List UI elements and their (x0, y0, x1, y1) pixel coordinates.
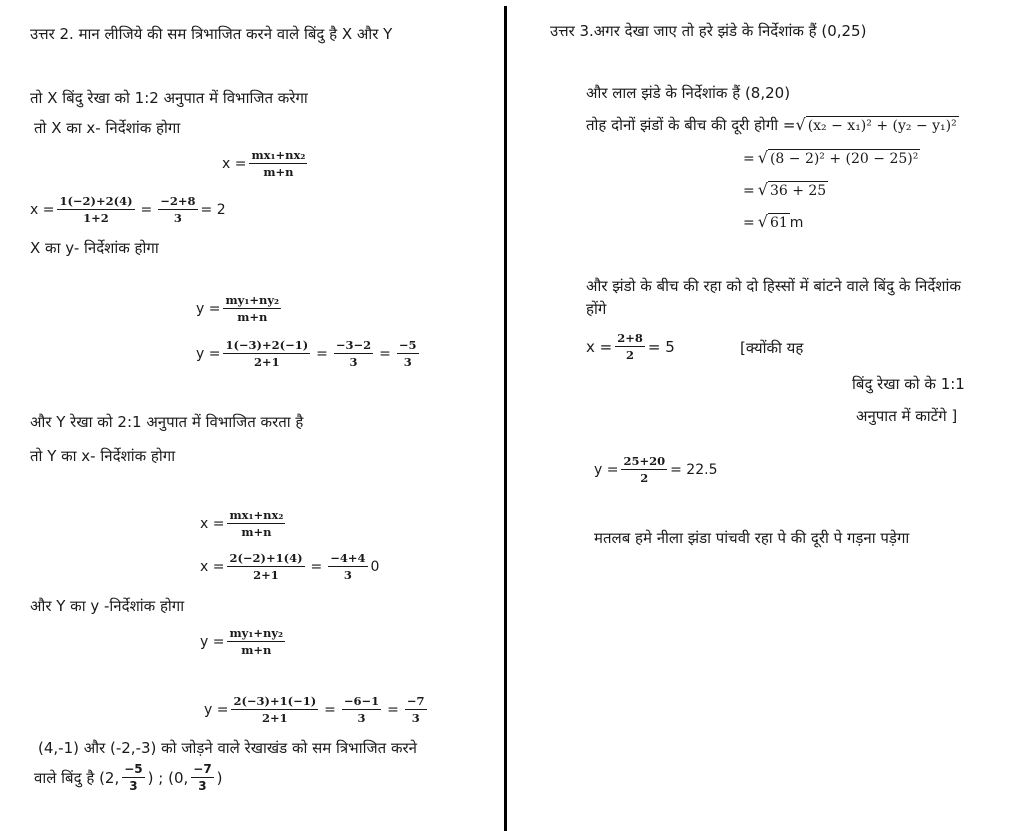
q3-heading: उत्तर 3.अगर देखा जाए तो हरे झंडे के निर्देशांक हैं (0,25) (550, 22, 867, 40)
calc-x-of-Y: x = $\frac{2(-2)+1(4)}{2+1}$ = $\frac{-4+4}{3}$ 0 (200, 551, 380, 582)
conclusion-line-2: वाले बिंदु है (2, $\frac{-5}{3}$ ) ; (0, $\frac{-7}{3}$ ) (34, 762, 223, 793)
x-ycoord-label: X का y- निर्देशांक होगा (30, 239, 159, 257)
midpoint-x-calc: x = $\frac{2+8}{2}$ = 5 (586, 331, 675, 362)
note-line-2: बिंदु रेखा को के 1:1 (852, 375, 965, 393)
calc-y-of-X: y = $\frac{1(-3)+2(-1)}{2+1}$ = $\frac{-3-2}{3}$ = $\frac{-5}{3}$ (196, 338, 417, 369)
distance-step-3: = √ 61 m (743, 212, 804, 231)
y-ratio-text: और Y रेखा को 2:1 अनुपात में विभाजित करता है (30, 413, 304, 431)
y-ycoord-label: और Y का y -निर्देशांक होगा (30, 597, 185, 615)
distance-step-2: = √ 36 + 25 (743, 180, 827, 199)
midpoint-y-calc: y = $\frac{25+20}{2}$ = 22.5 (594, 454, 718, 485)
note-line-3: अनुपात में काटेंगे ] (856, 407, 958, 425)
y-xcoord-label: तो Y का x- निर्देशांक होगा (30, 447, 176, 465)
section-formula-y-2: y = $\frac{\text{my₁+ny₂}}{m+n}$ (200, 626, 284, 657)
red-flag-text: और लाल झंडे के निर्देशांक हैं (8,20) (586, 84, 791, 102)
x-ratio-text: तो X बिंदु रेखा को 1:2 अनुपात में विभाजित करेगा (30, 89, 308, 107)
midpoint-text-2: होंगे (586, 300, 607, 318)
conclusion-line-1: (4,-1) और (-2,-3) को जोड़ने वाले रेखाखंड को सम त्रिभाजित करने (38, 739, 417, 757)
distance-formula-line: तोह दोनों झंडों के बीच की दूरी होगी = √ (x₂ − x₁)² + (y₂ − y₁)² (586, 114, 957, 134)
column-divider (504, 6, 507, 831)
q2-heading: उत्तर 2. मान लीजिये की सम त्रिभाजित करने वाले बिंदु है X और Y (30, 25, 393, 43)
midpoint-text-1: और झंडो के बीच की रहा को दो हिस्सों में बांटने वाले बिंदु के निर्देशांक (586, 277, 961, 295)
section-formula-x: x = $\frac{\text{mx₁+nx₂}}{m+n}$ (222, 148, 306, 179)
section-formula-x-2: x = $\frac{\text{mx₁+nx₂}}{m+n}$ (200, 508, 284, 539)
final-answer-text: मतलब हमे नीला झंडा पांचवी रहा पे की दूरी पे गड़ना पड़ेगा (594, 529, 910, 547)
section-formula-y: y = $\frac{\text{my₁+ny₂}}{m+n}$ (196, 293, 280, 324)
calc-x-of-X: x = $\frac{1(-2)+2(4)}{1+2}$ = $\frac{-2+8}{3}$ = 2 (30, 194, 226, 225)
distance-step-1: = √ (8 − 2)² + (20 − 25)² (743, 148, 919, 167)
x-xcoord-label: तो X का x- निर्देशांक होगा (34, 119, 181, 137)
note-line-1: [क्योंकी यह (740, 339, 804, 357)
calc-y-of-Y: y = $\frac{2(-3)+1(-1)}{2+1}$ = $\frac{-6-1}{3}$ = $\frac{-7}{3}$ (204, 694, 425, 725)
